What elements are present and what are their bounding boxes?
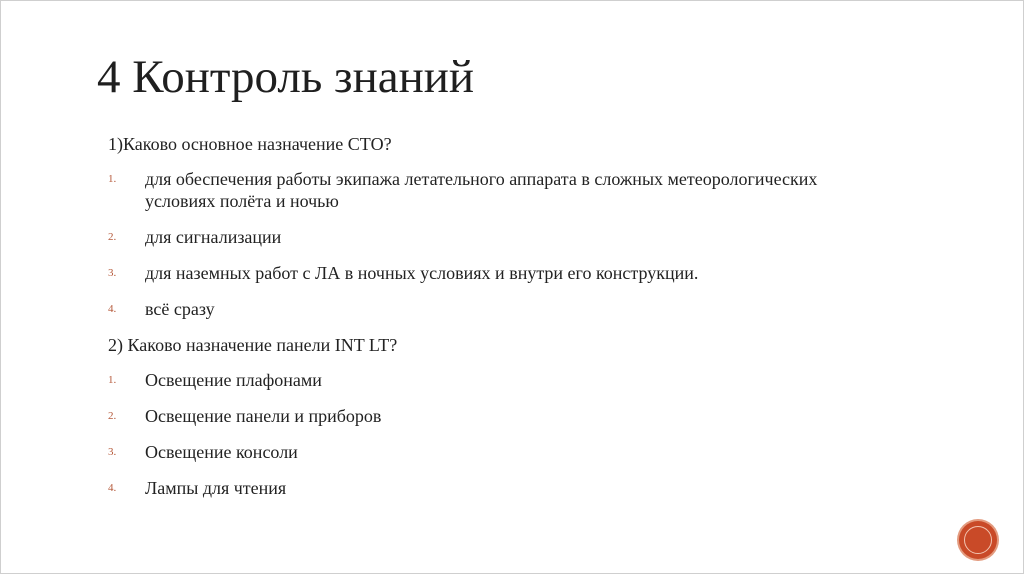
answer-item [108, 226, 868, 248]
answer-item [108, 441, 868, 463]
answer-text: для наземных работ с ЛА в ночных условиях и внутри его конструкции. [145, 263, 699, 283]
answer-number: 3. [108, 446, 117, 458]
circle-nav-icon[interactable] [959, 521, 997, 559]
answer-number: 1. [108, 374, 117, 386]
question-1: 1)Каково основное назначение СТО? [108, 134, 392, 154]
slide-title: 4 Контроль знаний [97, 51, 475, 103]
answer-number: 2. [108, 231, 117, 243]
answer-item [108, 298, 868, 320]
answer-number: 2. [108, 410, 117, 422]
answer-item [108, 405, 868, 427]
answer-list-1 [108, 168, 868, 320]
answer-text: для обеспечения работы экипажа летательного аппарата в сложных метеорологических условиях полёта и ночью [145, 169, 818, 211]
answer-text: Освещение плафонами [145, 370, 322, 390]
answer-number: 4. [108, 482, 117, 494]
answer-text: Освещение консоли [145, 442, 298, 462]
answer-number: 3. [108, 267, 117, 279]
answer-item [108, 477, 868, 499]
answer-number: 1. [108, 173, 117, 185]
answer-text: для сигнализации [145, 227, 282, 247]
answer-number: 4. [108, 303, 117, 315]
slide-content [108, 133, 868, 513]
answer-text: Лампы для чтения [145, 478, 287, 498]
answer-item [108, 369, 868, 391]
answer-item [108, 168, 868, 212]
answer-list-2 [108, 369, 868, 499]
circle-nav-inner-ring [964, 526, 992, 554]
answer-item [108, 262, 868, 284]
question-2: 2) Каково назначение панели INT LT? [108, 335, 398, 355]
answer-text: Освещение панели и приборов [145, 406, 382, 426]
answer-text: всё сразу [145, 299, 215, 319]
